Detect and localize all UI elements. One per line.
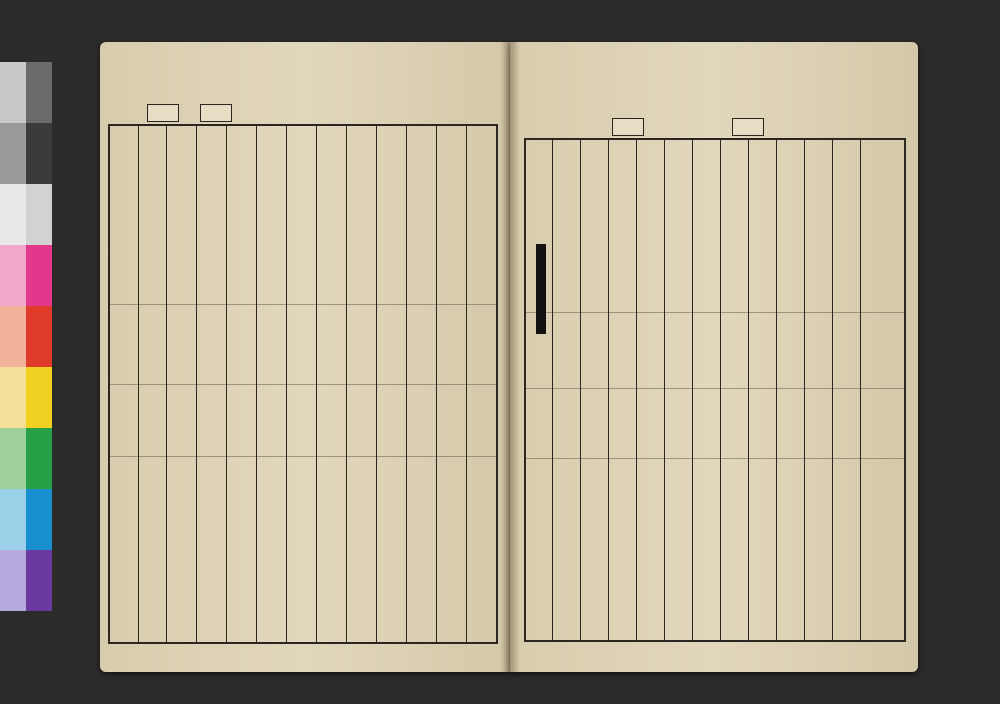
color-checker-strip bbox=[0, 62, 52, 630]
text-column bbox=[639, 146, 663, 634]
text-column bbox=[723, 146, 747, 634]
column-rule bbox=[436, 126, 437, 642]
book-gutter bbox=[500, 42, 520, 672]
color-chip bbox=[0, 306, 26, 367]
text-column bbox=[751, 146, 775, 634]
text-column bbox=[140, 132, 164, 636]
column-rule bbox=[664, 140, 665, 640]
right-header-tab-1 bbox=[612, 118, 644, 136]
text-column-heading bbox=[870, 146, 900, 634]
color-chip bbox=[26, 184, 52, 245]
text-column bbox=[835, 146, 859, 634]
color-chip bbox=[26, 62, 52, 123]
left-header-tab-2 bbox=[200, 104, 232, 122]
column-rule bbox=[692, 140, 693, 640]
column-rule bbox=[256, 126, 257, 642]
column-rule bbox=[346, 126, 347, 642]
text-column bbox=[410, 132, 434, 636]
column-rule bbox=[166, 126, 167, 642]
column-rule bbox=[720, 140, 721, 640]
column-rule bbox=[316, 126, 317, 642]
text-column bbox=[260, 132, 284, 636]
column-rule bbox=[776, 140, 777, 640]
color-chip bbox=[0, 489, 26, 550]
right-header-tab-2 bbox=[732, 118, 764, 136]
column-rule bbox=[552, 140, 553, 640]
text-column bbox=[583, 146, 607, 634]
text-column bbox=[779, 146, 803, 634]
color-chip bbox=[26, 550, 52, 611]
column-rule bbox=[832, 140, 833, 640]
column-rule bbox=[748, 140, 749, 640]
text-column bbox=[350, 132, 374, 636]
text-column bbox=[320, 132, 344, 636]
text-column bbox=[290, 132, 314, 636]
column-rule bbox=[636, 140, 637, 640]
color-chip bbox=[26, 306, 52, 367]
color-chip bbox=[0, 245, 26, 306]
color-chip bbox=[26, 367, 52, 428]
column-rule bbox=[406, 126, 407, 642]
text-column bbox=[380, 132, 404, 636]
column-rule bbox=[608, 140, 609, 640]
color-chip bbox=[0, 123, 26, 184]
column-rule bbox=[804, 140, 805, 640]
text-column bbox=[695, 146, 719, 634]
column-rule bbox=[226, 126, 227, 642]
text-column bbox=[200, 132, 224, 636]
text-column-heading bbox=[464, 132, 494, 636]
color-chip bbox=[0, 62, 26, 123]
color-chip bbox=[26, 428, 52, 489]
column-rule bbox=[580, 140, 581, 640]
text-column bbox=[527, 146, 551, 634]
color-chip bbox=[26, 245, 52, 306]
text-column bbox=[667, 146, 691, 634]
color-chip bbox=[0, 550, 26, 611]
text-column bbox=[611, 146, 635, 634]
text-column bbox=[555, 146, 579, 634]
text-column bbox=[112, 132, 136, 636]
color-chip bbox=[26, 123, 52, 184]
left-header-tab-1 bbox=[147, 104, 179, 122]
column-rule bbox=[286, 126, 287, 642]
color-chip bbox=[0, 184, 26, 245]
left-page-frame bbox=[108, 124, 498, 644]
color-chip bbox=[0, 428, 26, 489]
color-chip bbox=[0, 367, 26, 428]
column-rule bbox=[138, 126, 139, 642]
text-column bbox=[230, 132, 254, 636]
column-rule bbox=[196, 126, 197, 642]
right-page-frame bbox=[524, 138, 906, 642]
column-rule bbox=[376, 126, 377, 642]
color-chip bbox=[26, 489, 52, 550]
text-column bbox=[807, 146, 831, 634]
column-rule bbox=[860, 140, 861, 640]
text-column bbox=[170, 132, 194, 636]
